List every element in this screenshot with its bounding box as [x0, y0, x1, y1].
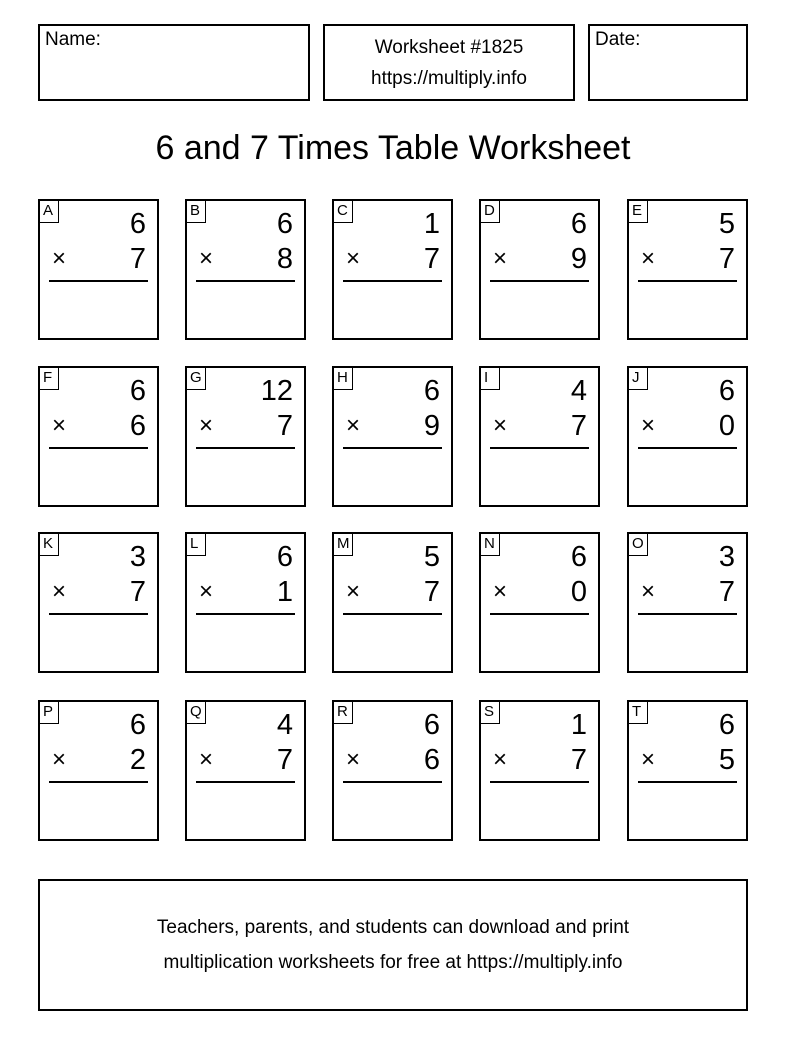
- multiplier: 9: [423, 410, 440, 442]
- multiplier: 7: [129, 243, 146, 275]
- multiply-sign-icon: ×: [52, 746, 67, 773]
- problem-card[interactable]: [38, 199, 159, 340]
- multiplier: 0: [718, 410, 735, 442]
- answer-line: [490, 613, 589, 615]
- problem-card[interactable]: [479, 700, 600, 841]
- problem-card[interactable]: [185, 366, 306, 507]
- footer-text-line-2: multiplication worksheets for free at https://multiply.info: [163, 952, 623, 973]
- answer-line: [49, 613, 148, 615]
- multiplier: 7: [129, 576, 146, 608]
- answer-line: [490, 781, 589, 783]
- date-label: Date:: [595, 29, 641, 50]
- multiplier: 7: [718, 243, 735, 275]
- answer-line: [196, 781, 295, 783]
- multiply-sign-icon: ×: [493, 245, 508, 272]
- multiply-sign-icon: ×: [52, 412, 67, 439]
- multiplier: 6: [423, 744, 440, 776]
- problem-letter: F: [40, 368, 59, 390]
- problem-letter: T: [629, 702, 648, 724]
- multiply-sign-icon: ×: [52, 245, 67, 272]
- problem-letter: E: [629, 201, 648, 223]
- problem-letter: B: [187, 201, 206, 223]
- multiply-sign-icon: ×: [641, 746, 656, 773]
- multiplicand: 6: [129, 208, 146, 240]
- multiply-sign-icon: ×: [199, 746, 214, 773]
- problem-card[interactable]: [627, 700, 748, 841]
- multiplier: 7: [423, 243, 440, 275]
- multiply-sign-icon: ×: [493, 578, 508, 605]
- multiplicand: 6: [570, 208, 587, 240]
- multiplicand: 6: [423, 375, 440, 407]
- multiplier: 0: [570, 576, 587, 608]
- multiply-sign-icon: ×: [199, 578, 214, 605]
- multiplicand: 12: [260, 375, 293, 407]
- problem-card[interactable]: [479, 199, 600, 340]
- problem-letter: J: [629, 368, 648, 390]
- problem-card[interactable]: [332, 366, 453, 507]
- problem-letter: R: [334, 702, 353, 724]
- worksheet-number: Worksheet #1825: [374, 37, 524, 58]
- answer-line: [343, 447, 442, 449]
- multiply-sign-icon: ×: [493, 412, 508, 439]
- multiplicand: 6: [570, 541, 587, 573]
- multiplicand: 6: [276, 208, 293, 240]
- multiplicand: 6: [423, 709, 440, 741]
- answer-line: [196, 613, 295, 615]
- problem-letter: S: [481, 702, 500, 724]
- multiply-sign-icon: ×: [641, 245, 656, 272]
- multiply-sign-icon: ×: [346, 245, 361, 272]
- answer-line: [490, 280, 589, 282]
- multiplicand: 4: [570, 375, 587, 407]
- multiply-sign-icon: ×: [493, 746, 508, 773]
- problem-letter: Q: [187, 702, 206, 724]
- multiplicand: 6: [129, 709, 146, 741]
- answer-line: [638, 447, 737, 449]
- problem-card[interactable]: [479, 532, 600, 673]
- answer-line: [196, 280, 295, 282]
- multiply-sign-icon: ×: [346, 746, 361, 773]
- problem-card[interactable]: [627, 199, 748, 340]
- problem-card[interactable]: [627, 366, 748, 507]
- problem-card[interactable]: [38, 366, 159, 507]
- answer-line: [49, 781, 148, 783]
- multiplicand: 6: [718, 709, 735, 741]
- multiplicand: 6: [718, 375, 735, 407]
- problem-letter: N: [481, 534, 500, 556]
- website-link[interactable]: https://multiply.info: [371, 68, 527, 89]
- problem-card[interactable]: [479, 366, 600, 507]
- answer-line: [490, 447, 589, 449]
- multiplicand: 1: [570, 709, 587, 741]
- problem-letter: P: [40, 702, 59, 724]
- multiplier: 2: [129, 744, 146, 776]
- answer-line: [343, 613, 442, 615]
- answer-line: [196, 447, 295, 449]
- multiplier: 7: [718, 576, 735, 608]
- multiplier: 8: [276, 243, 293, 275]
- answer-line: [638, 613, 737, 615]
- problem-letter: A: [40, 201, 59, 223]
- problem-card[interactable]: [185, 532, 306, 673]
- problem-letter: D: [481, 201, 500, 223]
- problem-letter: O: [629, 534, 648, 556]
- multiplicand: 6: [129, 375, 146, 407]
- problem-card[interactable]: [185, 700, 306, 841]
- answer-line: [343, 781, 442, 783]
- multiplier: 5: [718, 744, 735, 776]
- problem-letter: G: [187, 368, 206, 390]
- multiply-sign-icon: ×: [346, 412, 361, 439]
- multiply-sign-icon: ×: [52, 578, 67, 605]
- multiplicand: 5: [423, 541, 440, 573]
- problem-card[interactable]: [627, 532, 748, 673]
- multiplicand: 3: [129, 541, 146, 573]
- footer-box: [38, 879, 748, 1011]
- problem-card[interactable]: [38, 700, 159, 841]
- multiplier: 9: [570, 243, 587, 275]
- footer-text-line-1: Teachers, parents, and students can download and print: [156, 917, 630, 938]
- problem-card[interactable]: [38, 532, 159, 673]
- problem-letter: L: [187, 534, 206, 556]
- multiplier: 1: [276, 576, 293, 608]
- multiplier: 7: [423, 576, 440, 608]
- answer-line: [638, 280, 737, 282]
- answer-line: [49, 280, 148, 282]
- problem-letter: I: [481, 368, 500, 390]
- answer-line: [638, 781, 737, 783]
- multiply-sign-icon: ×: [199, 245, 214, 272]
- multiplicand: 5: [718, 208, 735, 240]
- multiply-sign-icon: ×: [199, 412, 214, 439]
- multiplicand: 4: [276, 709, 293, 741]
- problem-card[interactable]: [332, 700, 453, 841]
- multiply-sign-icon: ×: [641, 578, 656, 605]
- multiplicand: 1: [423, 208, 440, 240]
- problem-letter: H: [334, 368, 353, 390]
- multiplier: 6: [129, 410, 146, 442]
- problem-card[interactable]: [332, 532, 453, 673]
- problem-card[interactable]: [185, 199, 306, 340]
- problem-letter: C: [334, 201, 353, 223]
- problem-card[interactable]: [332, 199, 453, 340]
- multiplier: 7: [570, 410, 587, 442]
- problem-letter: K: [40, 534, 59, 556]
- multiplier: 7: [276, 744, 293, 776]
- problem-letter: M: [334, 534, 353, 556]
- multiply-sign-icon: ×: [346, 578, 361, 605]
- answer-line: [343, 280, 442, 282]
- page-title: 6 and 7 Times Table Worksheet: [155, 129, 631, 167]
- name-label: Name:: [45, 29, 101, 50]
- multiplier: 7: [276, 410, 293, 442]
- multiplicand: 6: [276, 541, 293, 573]
- multiplicand: 3: [718, 541, 735, 573]
- answer-line: [49, 447, 148, 449]
- multiply-sign-icon: ×: [641, 412, 656, 439]
- multiplier: 7: [570, 744, 587, 776]
